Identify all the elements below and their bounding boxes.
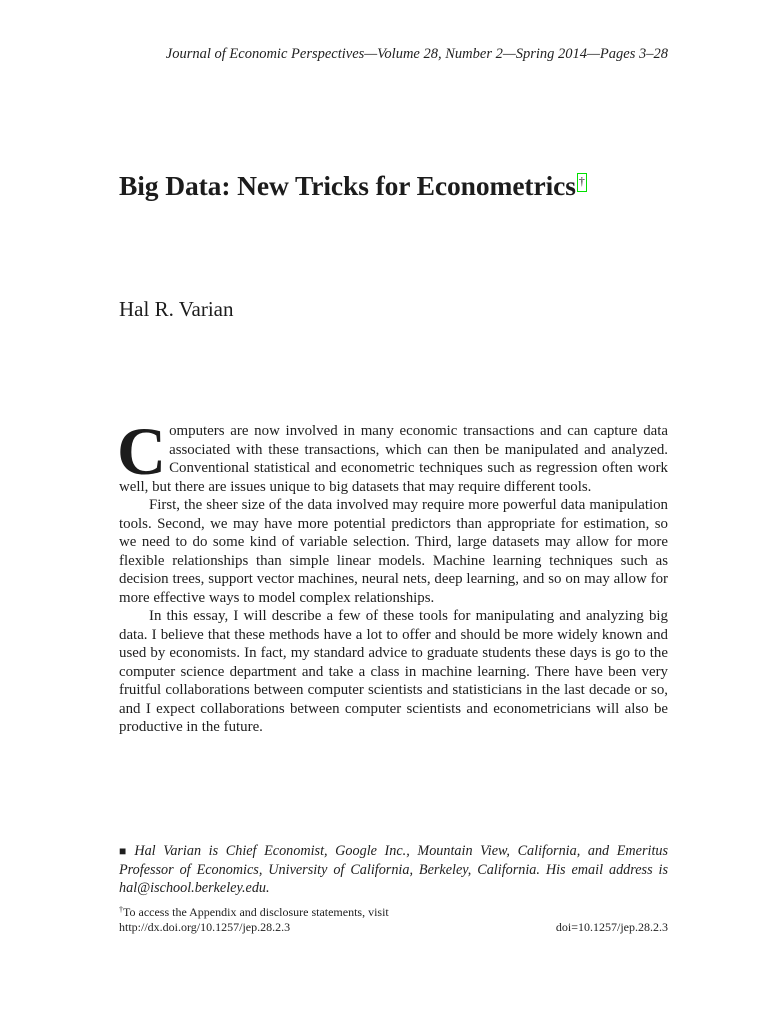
author-affiliation-note: [119, 842, 668, 898]
paragraph-3: In this essay, I will describe a few of these tools for manipulating and analyzing big data. I believe that these methods have a lot to offer and should be more widely known and used by economists. In fact, my standard advice to graduate students these days is go to the computer science department and take a class in machine learning. There have been very fruitful collaborations between computer scientists and statisticians in the last decade or so, and I expect collaborations between computer scientists and econometricians will also be productive in the future.: [119, 608, 668, 735]
paragraph-1-text: omputers are now involved in many economic transactions and can capture data associated with these transactions, which can then be manipulated and analyzed. Conventional statistical and econometric techniques such as regression often work well, but there are issues unique to big datasets that may require different tools.: [119, 423, 668, 495]
footnote: [119, 902, 668, 935]
square-bullet-icon: ■: [119, 844, 131, 858]
author-name: Hal R. Varian: [119, 297, 234, 321]
article-body: [117, 413, 668, 737]
journal-header: Journal of Economic Perspectives—Volume 28, Number 2—Spring 2014—Pages 3–28: [165, 46, 668, 62]
doi-label: doi=10.1257/jep.28.2.3: [555, 920, 668, 934]
affiliation-text: Hal Varian is Chief Economist, Google Inc., Mountain View, California, and Emeritus Professor of Economics, University of California, Berkeley, California. His email address is hal@ischool.berkeley.edu.: [119, 843, 668, 896]
footnote-line-1: [119, 902, 668, 920]
paragraph-2: First, the sheer size of the data involved may require more powerful data manipulation tools. Second, we may have more potential predictors than appropriate for estimation, so we need to do some kind of variable selection. Third, large datasets may allow for more flexible relationships than simple linear models. Machine learning techniques such as decision trees, support vector machines, neural nets, deep learning, and so on may allow for more effective ways to model complex relationships.: [119, 497, 668, 606]
footnote-url[interactable]: http://dx.doi.org/10.1257/jep.28.2.3: [119, 920, 291, 934]
footnote-text: To access the Appendix and disclosure statements, visit: [123, 905, 389, 919]
article-title-text: Big Data: New Tricks for Econometrics: [119, 170, 576, 201]
title-footnote-link[interactable]: †: [577, 173, 587, 192]
article-title: [119, 170, 587, 202]
paragraph-1: [117, 413, 668, 496]
drop-cap: C: [117, 413, 167, 489]
footnote-mark: †: [119, 905, 123, 914]
